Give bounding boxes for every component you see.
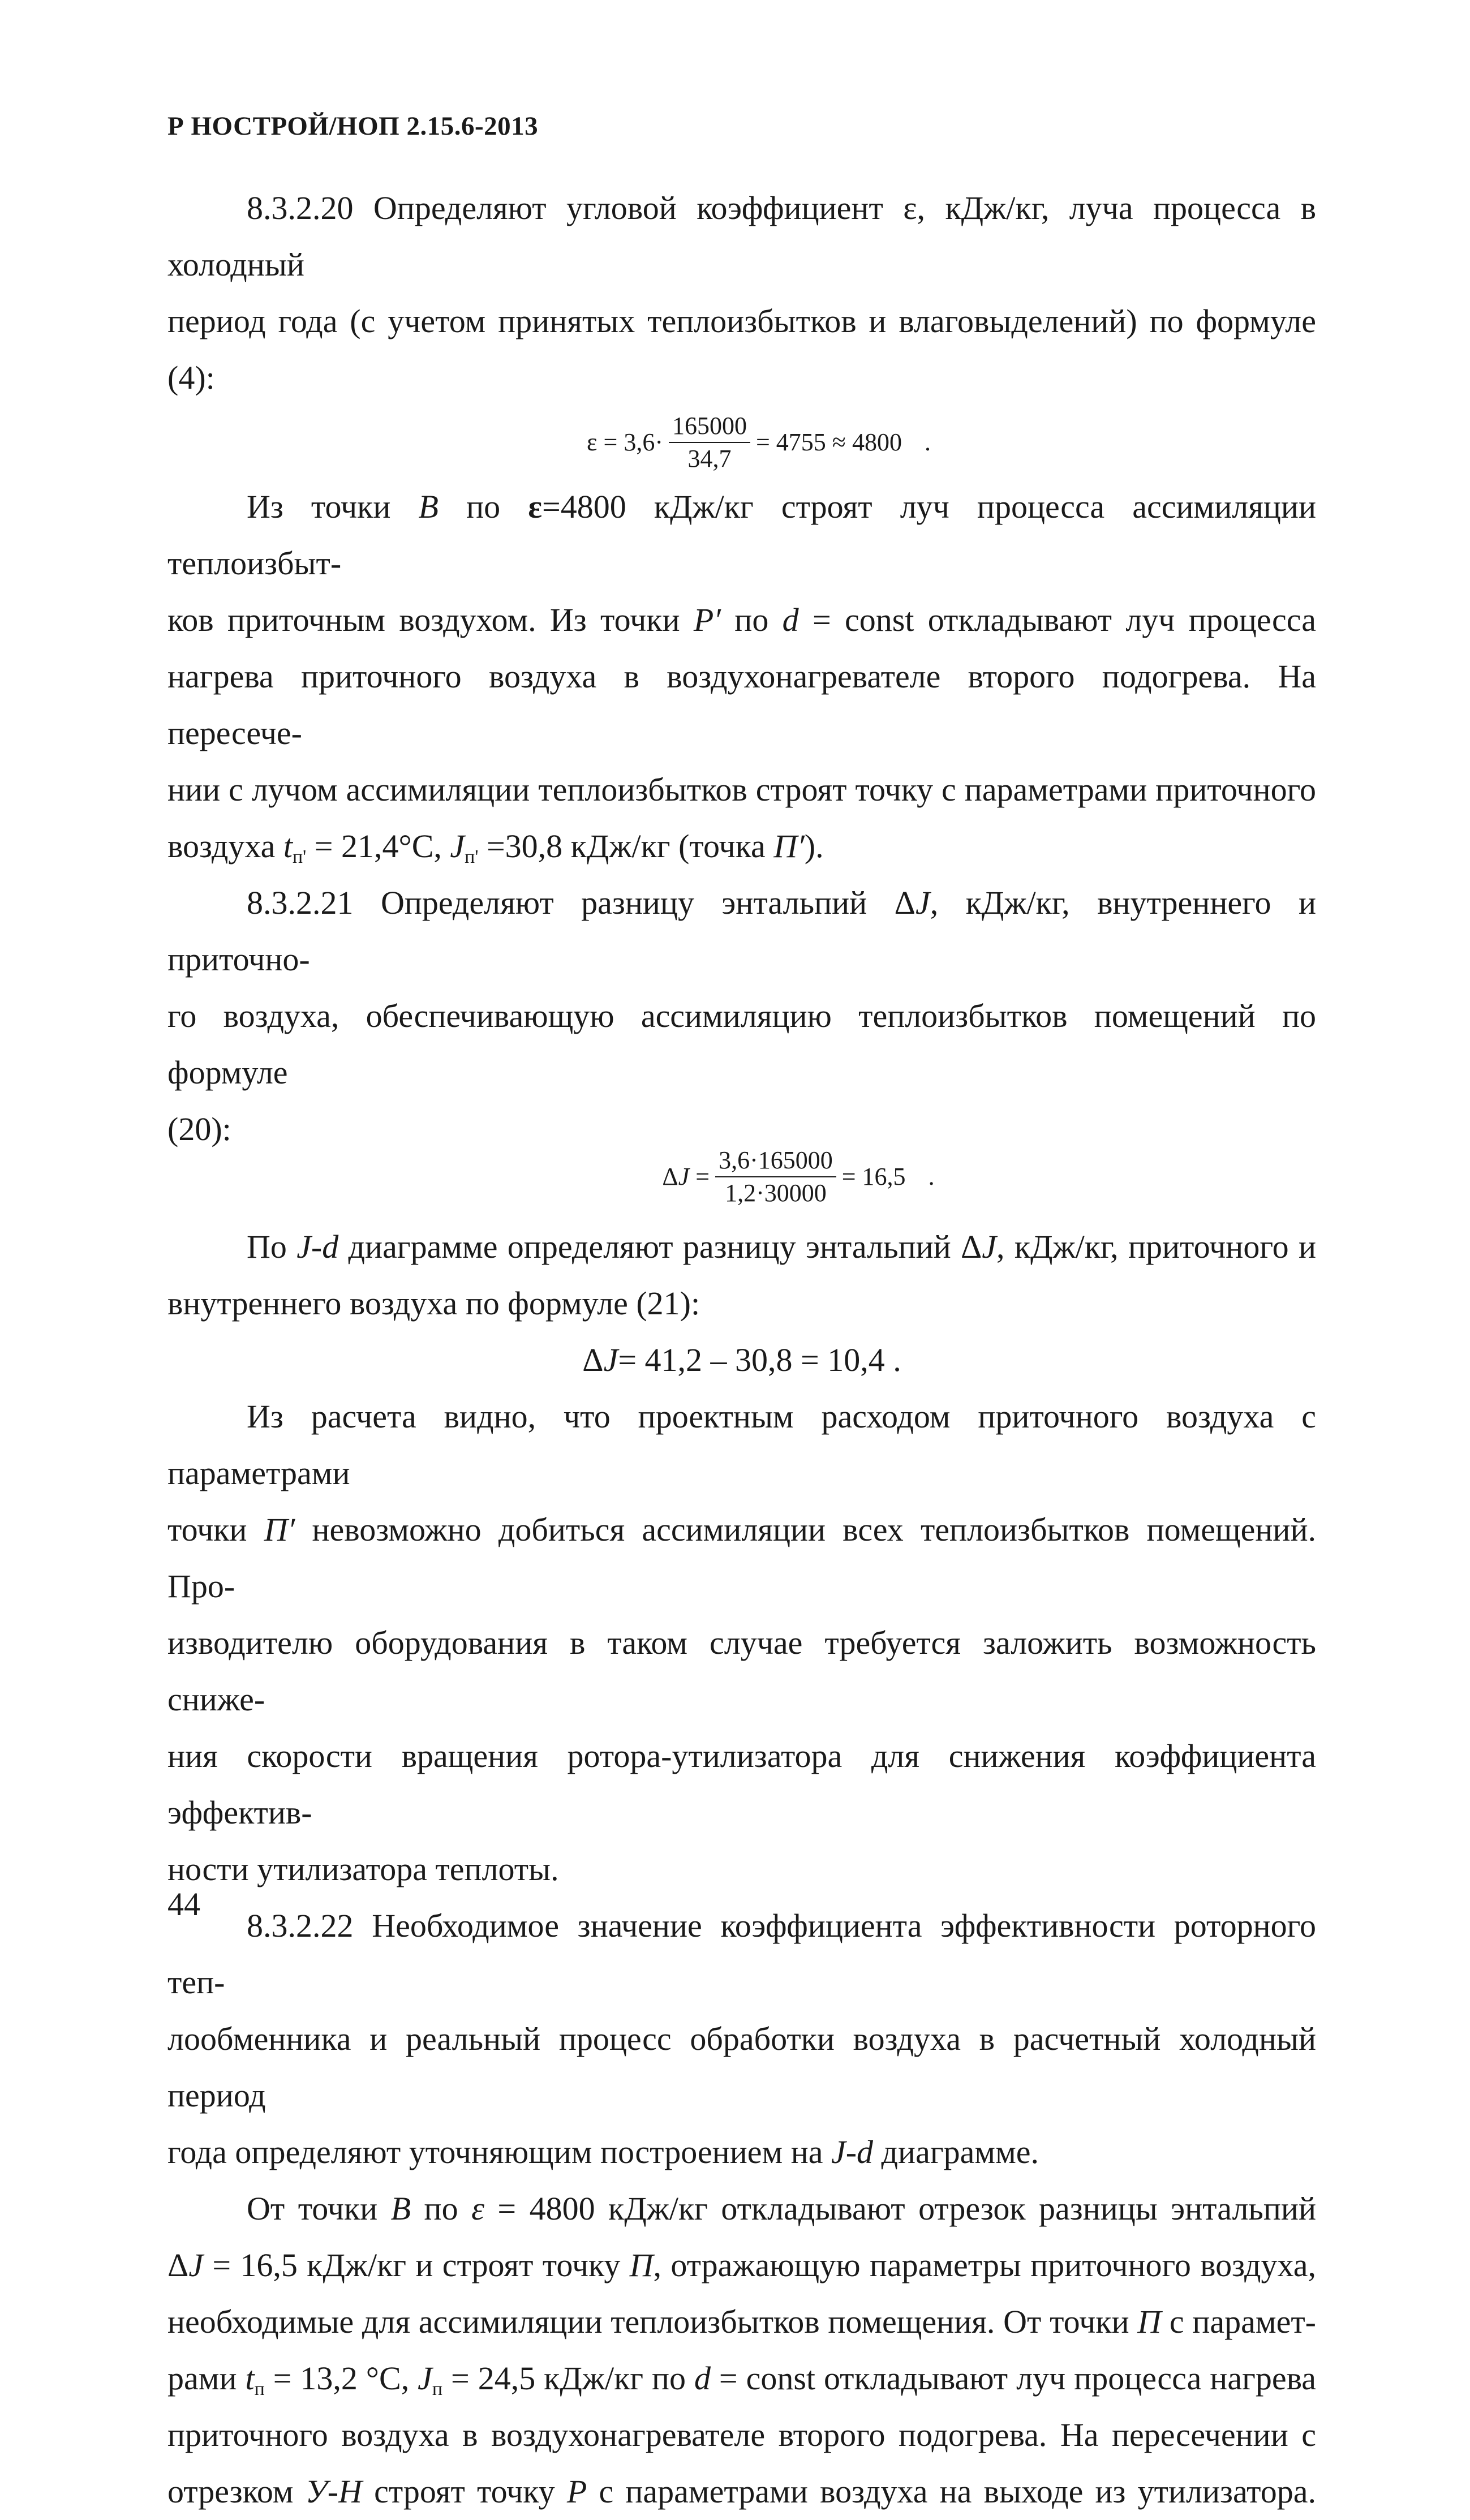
fraction-numerator: 3,6·165000 bbox=[715, 1148, 836, 1177]
fraction-numerator: 165000 bbox=[669, 414, 750, 443]
text-line: го воздуха, обеспечивающую ассимиляцию теплоизбытков помещений по формуле bbox=[167, 997, 1316, 1091]
formula-tail: . bbox=[924, 428, 931, 456]
paragraph-point-v bbox=[167, 2181, 1316, 2520]
paragraph-8-3-2-20 bbox=[167, 180, 1316, 406]
page-body bbox=[167, 180, 1316, 2520]
fraction bbox=[715, 1148, 836, 1206]
text-line: внутреннего воздуха по формуле (21): bbox=[167, 1285, 700, 1322]
paragraph-jd-diagram bbox=[167, 1219, 1316, 1332]
text-line: ΔJ = 16,5 кДж/кг и строят точку П, отражающую параметры приточного воздуха, bbox=[167, 2247, 1316, 2284]
text-line: ков приточным воздухом. Из точки Р′ по d = const откладывают луч процесса bbox=[167, 601, 1316, 638]
paragraph-8-3-2-22 bbox=[167, 1898, 1316, 2181]
formula-tail: . bbox=[928, 1163, 935, 1190]
text-line: ния скорости вращения ротора-утилизатора для снижения коэффициента эффектив- bbox=[167, 1738, 1316, 1831]
text-line: необходимые для ассимиляции теплоизбытков помещения. От точки П с парамет- bbox=[167, 2303, 1316, 2340]
text-line: По J-d диаграмме определяют разницу энтальпий ΔJ, кДж/кг, приточного и bbox=[247, 1228, 1316, 1265]
formula-delta-j-2: Δ J = 41,2 – 30,8 = 10,4 . bbox=[582, 1341, 901, 1378]
text-line: лообменника и реальный процесс обработки воздуха в расчетный холодный период bbox=[167, 2020, 1316, 2114]
text-line: период года (с учетом принятых теплоизбытков и влаговыделений) по формуле (4): bbox=[167, 303, 1316, 396]
text-line: 8.3.2.22 Необходимое значение коэффициента эффективности роторного теп- bbox=[167, 1907, 1316, 2001]
text-line: изводителю оборудования в таком случае требуется заложить возможность сниже- bbox=[167, 1624, 1316, 1718]
paragraph-point-b bbox=[167, 479, 1316, 875]
formula-lhs: ΔJ = bbox=[662, 1163, 710, 1190]
text-line: (20): bbox=[167, 1111, 231, 1147]
formula-delta-j bbox=[281, 1135, 1316, 1219]
text-line: нии с лучом ассимиляции теплоизбытков строят точку с параметрами приточного bbox=[167, 771, 1316, 808]
text-line: 8.3.2.20 Определяют угловой коэффициент ε, кДж/кг, луча процесса в холодный bbox=[167, 190, 1316, 283]
formula-epsilon bbox=[201, 406, 1316, 479]
text-line: точки П′ невозможно добиться ассимиляции всех теплоизбытков помещений. Про- bbox=[167, 1511, 1317, 1605]
fraction-denominator: 34,7 bbox=[687, 445, 732, 472]
text-line: воздуха $t_{п'} = 21,4^\circ С$, $J_{п'} =30,8$ кДж/кг (точка П′). bbox=[167, 828, 824, 867]
formula-rhs: = 4755 ≈ 4800 bbox=[755, 428, 902, 456]
text-line: отрезком У-Н строят точку Р с параметрами воздуха на выходе из утилизатора. bbox=[167, 2473, 1317, 2510]
text-line: От точки В по ε = 4800 кДж/кг откладывают отрезок разницы энтальпий bbox=[247, 2190, 1316, 2227]
text-line: рами $t_п = 13,2$ °С, $J_п = 24,5$ кДж/кг по d = const откладывают луч процесса нагрева bbox=[167, 2360, 1316, 2399]
text-line: 8.3.2.21 Определяют разницу энтальпий ΔJ, кДж/кг, внутреннего и приточно- bbox=[167, 884, 1316, 978]
text-line: нагрева приточного воздуха в воздухонагревателе второго подогрева. На пересече- bbox=[167, 658, 1316, 751]
document-header: Р НОСТРОЙ/НОП 2.15.6-2013 bbox=[167, 111, 539, 141]
text-line: ности утилизатора теплоты. bbox=[167, 1851, 559, 1887]
formula-rhs: = 16,5 bbox=[841, 1163, 906, 1190]
page-number: 44 bbox=[167, 1886, 200, 1923]
text-line: Из точки В по ε=4800 кДж/кг строят луч процесса ассимиляции теплоизбыт- bbox=[167, 488, 1317, 582]
formula-lhs: ε = 3,6· bbox=[587, 428, 663, 456]
fraction bbox=[669, 414, 750, 471]
paragraph-calculation bbox=[167, 1388, 1316, 1898]
text-line: Из расчета видно, что проектным расходом приточного воздуха с параметрами bbox=[167, 1398, 1316, 1491]
text-line: года определяют уточняющим построением на J-d диаграмме. bbox=[167, 2134, 1039, 2170]
text-line: приточного воздуха в воздухонагревателе второго подогрева. На пересечении с bbox=[167, 2416, 1316, 2453]
fraction-denominator: 1,2·30000 bbox=[725, 1179, 827, 1207]
paragraph-8-3-2-21 bbox=[167, 875, 1316, 1158]
